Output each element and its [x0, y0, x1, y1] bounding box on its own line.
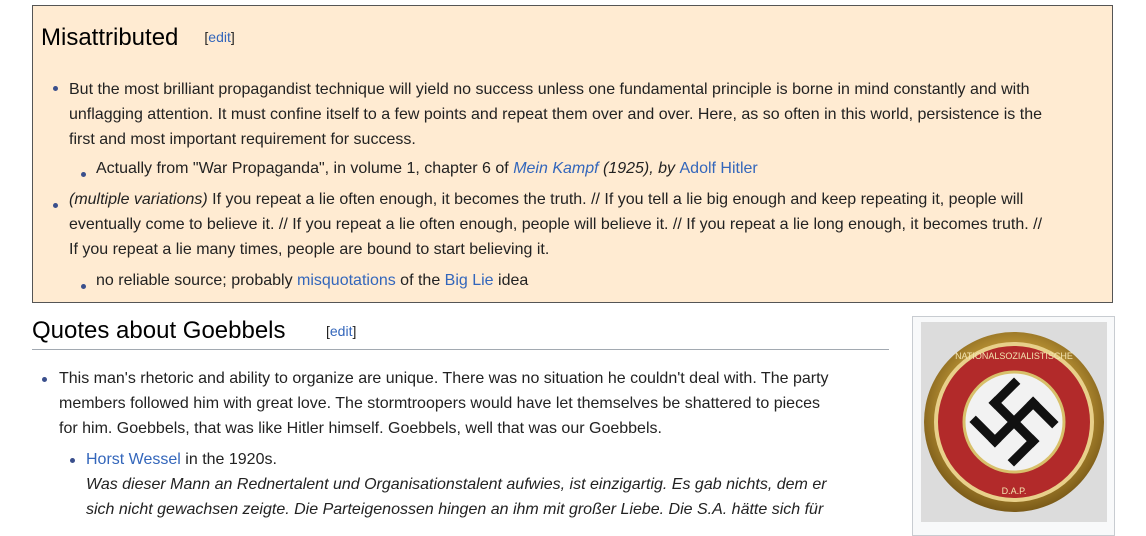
section-title: Misattributed: [41, 24, 179, 51]
bullet: [53, 86, 58, 91]
list-item-quote-3: This man's rhetoric and ability to organize are unique. There was no situation he couldn't deal with. The party members followed him with great love. The stormtroopers would have let themselves be shattered to pieces for him. Goebbels, that was like Hitler himself. Goebbels, well that was our Goebbels.: [59, 370, 829, 437]
link-adolf-hitler[interactable]: Adolf Hitler: [679, 160, 758, 177]
edit-section-link: [edit]: [326, 323, 357, 339]
edit-link[interactable]: edit: [329, 323, 353, 339]
link-misquotations[interactable]: misquotations: [297, 272, 396, 289]
misattributed-box: [32, 5, 1113, 303]
edit-link[interactable]: edit: [208, 29, 231, 45]
bullet: [81, 284, 86, 289]
section-title: Quotes about Goebbels: [32, 317, 286, 344]
list-item-source-3: Horst Wessel in the 1920s. Was dieser Mann an Rednertalent und Organisationstalent aufwies, ist einzigartig. Es gab nichts, dem er sich nicht gewachsen zeigte. Die Parteigenossen hingen an ihm mit großer Liebe. Die S.A. hätte sich für: [86, 451, 827, 518]
section-heading-quotes-about: [32, 314, 889, 350]
edit-section-link: [edit]: [204, 29, 235, 45]
svg-text:D.A.P.: D.A.P.: [1001, 486, 1027, 496]
section-heading-misattributed: [41, 24, 235, 52]
list-item-quote-2: (multiple variations) If you repeat a lie often enough, it becomes the truth. // If you tell a lie big enough and keep repeating it, people will eventually come to believe it. // If you repeat a lie often enough, people will believe it. // If you repeat a lie long enough, it becomes truth. // If you repeat a lie many times, people are bound to start believing it.: [69, 191, 1043, 258]
party-badge-image[interactable]: [921, 322, 1107, 522]
svg-text:NATIONALSOZIALISTISCHE: NATIONALSOZIALISTISCHE: [955, 351, 1073, 361]
image-thumbnail[interactable]: [912, 316, 1115, 536]
link-horst-wessel[interactable]: Horst Wessel: [86, 451, 181, 468]
link-big-lie[interactable]: Big Lie: [444, 272, 494, 289]
bullet: [53, 203, 58, 208]
bullet: [42, 377, 47, 382]
bullet: [70, 458, 75, 463]
bullet: [81, 172, 86, 177]
list-item-quote-1: But the most brilliant propagandist technique will yield no success unless one fundamental principle is borne in mind constantly and with unflagging attention. It must confine itself to a few points and repeat them over and over. Here, as so often in this world, persistence is the first and most important requirement for success.: [69, 81, 1042, 148]
link-mein-kampf[interactable]: Mein Kampf: [513, 160, 599, 177]
list-item-source-2: no reliable source; probably misquotations of the Big Lie idea: [96, 272, 529, 289]
list-item-source-1: Actually from "War Propaganda", in volume 1, chapter 6 of Mein Kampf (1925), by Adolf Hitler: [96, 160, 758, 177]
